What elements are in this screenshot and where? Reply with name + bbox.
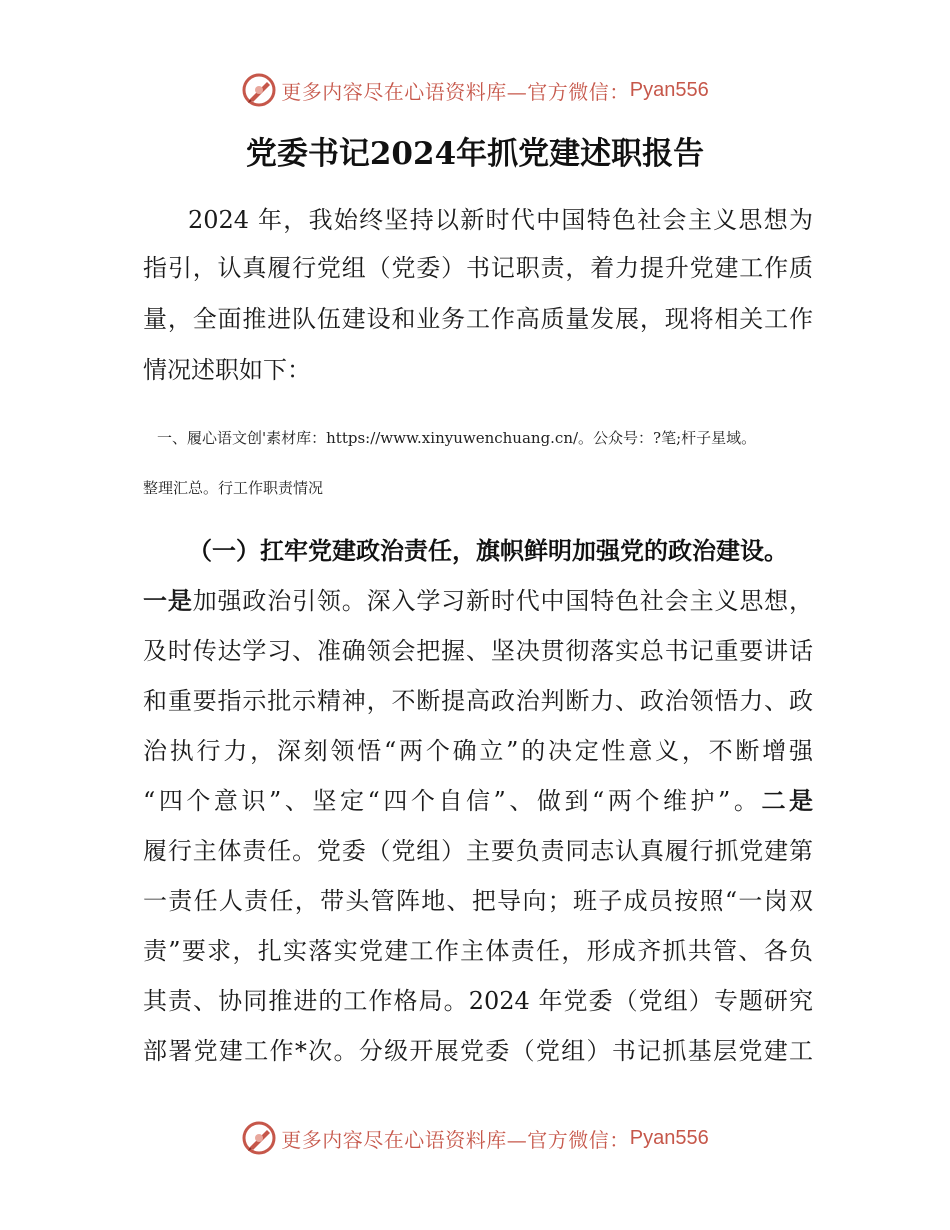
paragraph-text: “四个意识”、坚定“四个自信”、做到“两个维护”。 [143, 787, 762, 815]
intro-line: 情况述职如下： [143, 356, 311, 384]
paragraph-text: 加强政治引领。深入学习新时代中国特色社会主义思想， [192, 587, 814, 615]
brand-logo-icon [241, 72, 277, 108]
watermark-text: 更多内容尽在心语资料库—官方微信： [281, 79, 630, 104]
section-heading-line: 整理汇总。行工作职责情况 [143, 479, 324, 497]
brand-logo-icon [241, 1120, 277, 1156]
section-heading-line: 一、履心语文创'素材库：https://www.xinyuwenchuang.cn/。公众号：?笔;杆子星域。 [157, 429, 757, 447]
paragraph-line: 责”要求，扎实落实党建工作主体责任，形成齐抓共管、各负 [143, 937, 813, 965]
watermark-banner-top [0, 70, 950, 110]
document-title: 党委书记2024年抓党建述职报告 [245, 136, 705, 172]
paragraph-line: 履行主体责任。党委（党组）主要负责同志认真履行抓党建第 [143, 837, 813, 865]
intro-line: 2024 年，我始终坚持以新时代中国特色社会主义思想为 [188, 206, 813, 234]
watermark-wechat-id: Pyan556 [629, 1126, 709, 1149]
paragraph-line: 部署党建工作*次。分级开展党委（党组）书记抓基层党建工 [143, 1037, 813, 1065]
subsection-heading: （一）扛牢党建政治责任，旗帜鲜明加强党的政治建设。 [188, 537, 788, 565]
paragraph-line: 一责任人责任，带头管阵地、把导向；班子成员按照“一岗双 [143, 887, 813, 915]
paragraph-line: 及时传达学习、准确领会把握、坚决贯彻落实总书记重要讲话 [143, 637, 813, 665]
watermark-wechat-id: Pyan556 [629, 78, 709, 101]
watermark-banner-bottom [0, 1118, 950, 1158]
paragraph-line [143, 786, 813, 816]
point-marker: 一是 [143, 587, 193, 615]
intro-line: 量，全面推进队伍建设和业务工作高质量发展，现将相关工作 [143, 305, 813, 333]
point-marker: 二是 [761, 787, 813, 815]
intro-line: 指引，认真履行党组（党委）书记职责，着力提升党建工作质 [143, 254, 813, 282]
paragraph-line [143, 586, 813, 616]
watermark-text: 更多内容尽在心语资料库—官方微信： [281, 1127, 630, 1152]
paragraph-line: 治执行力，深刻领悟“两个确立”的决定性意义，不断增强 [143, 737, 813, 765]
paragraph-line: 其责、协同推进的工作格局。2024 年党委（党组）专题研究 [143, 987, 813, 1015]
paragraph-line: 和重要指示批示精神，不断提高政治判断力、政治领悟力、政 [143, 687, 813, 715]
